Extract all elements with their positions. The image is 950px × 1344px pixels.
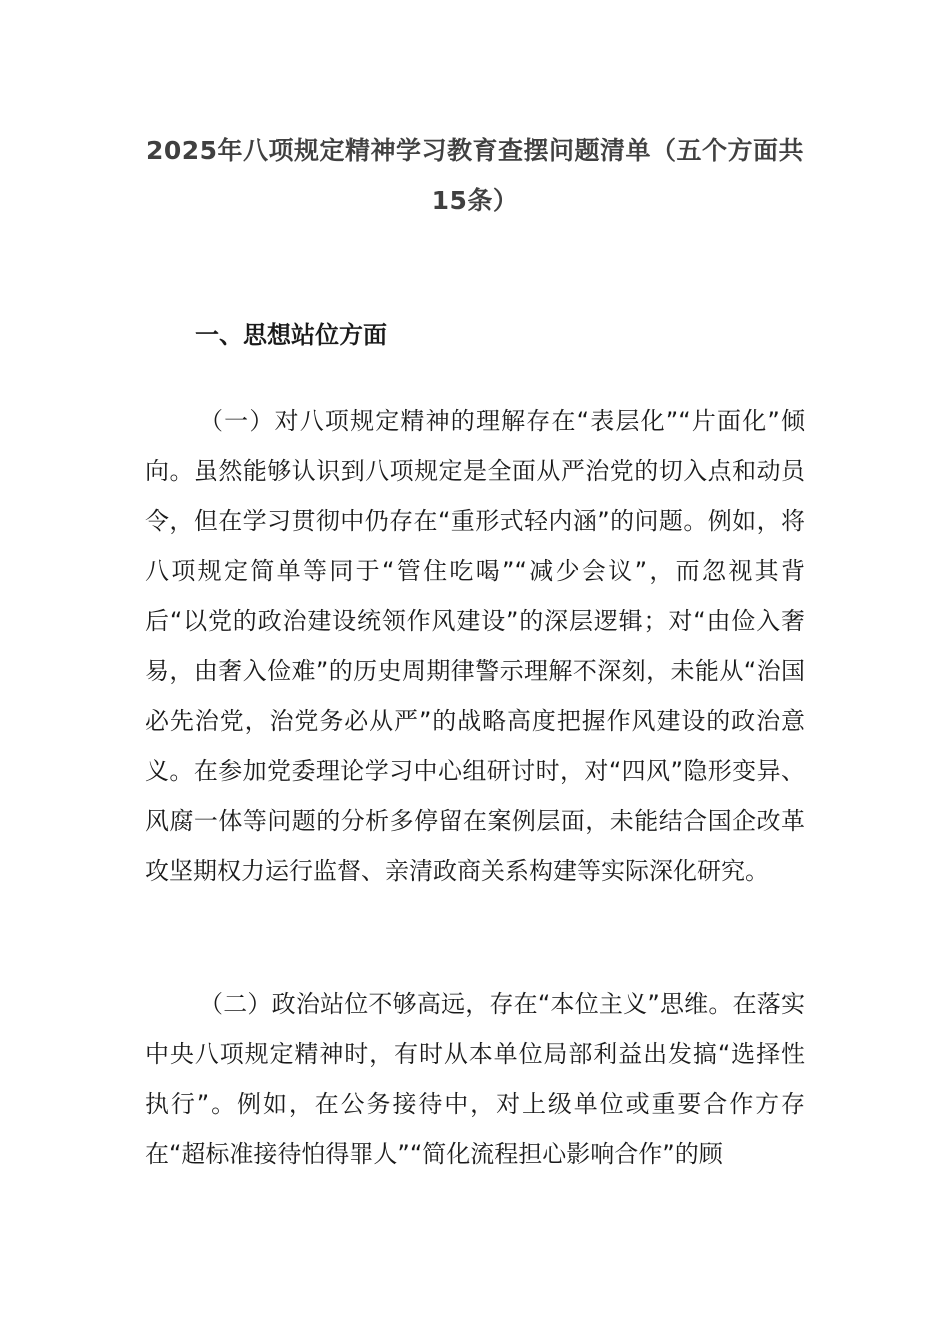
section-heading: 一、思想站位方面 xyxy=(195,321,387,349)
paragraph: （一）对八项规定精神的理解存在“表层化”“片面化”倾向。虽然能够认识到八项规定是全面从严治党的切入点和动员令，但在学习贯彻中仍存在“重形式轻内涵”的问题。例如，将八项规定简单等同于“管住吃喝”“减少会议”，而忽视其背后“以党的政治建设统领作风建设”的深层逻辑；对“由俭入奢易，由奢入俭难”的历史周期律警示理解不深刻，未能从“治国必先治党，治党务必从严”的战略高度把握作风建设的政治意义。在参加党委理论学习中心组研讨时，对“四风”隐形变异、风腐一体等问题的分析多停留在案例层面，未能结合国企改革攻坚期权力运行监督、亲清政商关系构建等实际深化研究。 xyxy=(145,407,805,885)
document-title: 2025年八项规定精神学习教育查摆问题清单（五个方面共15条） xyxy=(145,136,805,215)
paragraph: （二）政治站位不够高远，存在“本位主义”思维。在落实中央八项规定精神时，有时从本单位局部利益出发搞“选择性执行”。例如，在公务接待中，对上级单位或重要合作方存在“超标准接待怕得罪人”“简化流程担心影响合作”的顾 xyxy=(145,990,805,1168)
